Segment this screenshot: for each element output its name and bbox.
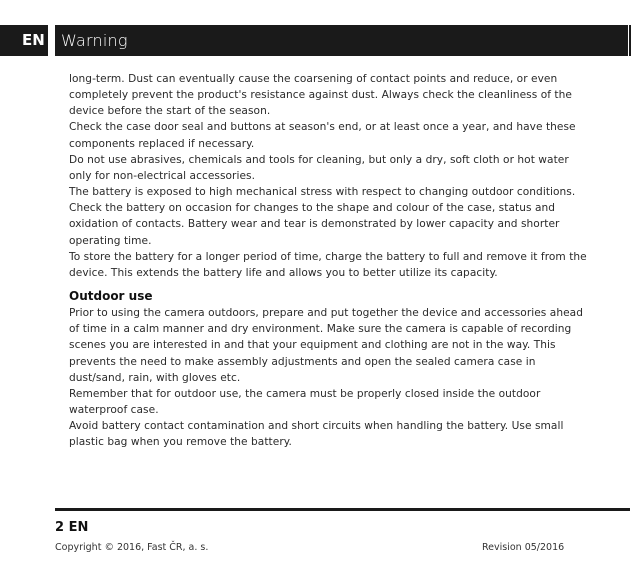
paragraph-dust: long-term. Dust can eventually cause the coarsening of contact points and reduce, or even completely prevent the product's resistance against dust. Always check the cleanliness of the device before the start of the season. (69, 73, 572, 118)
main-content (69, 71, 589, 450)
paragraph-cleaning: Do not use abrasives, chemicals and tools for cleaning, but only a dry, soft cloth or hot water only for non-electrical accessories. (69, 153, 569, 182)
paragraph-outdoor-prep: Prior to using the camera outdoors, prepare and put together the device and accessories ahead of time in a calm manner and dry environment. Make sure the camera is capable of recording scenes you are interested in and that your equipment and clothing are not in the way. This prevents the need to make assembly adjustments and open the sealed camera case in dust/sand, rain, with gloves etc. (69, 307, 583, 384)
section-header-title: Warning (55, 25, 628, 56)
paragraph-seal-check: Check the case door seal and buttons at season's end, or at least once a year, and have these components replaced if necessary. (69, 121, 576, 150)
footer-divider (55, 508, 630, 511)
page-header (0, 25, 631, 56)
paragraph-battery-contact: Avoid battery contact contamination and short circuits when handling the battery. Use small plastic bag when you remove the battery. (69, 420, 564, 449)
paragraph-waterproof-case: Remember that for outdoor use, the camera must be properly closed inside the outdoor waterproof case. (69, 387, 541, 416)
paragraph-battery-stress: The battery is exposed to high mechanical stress with respect to changing outdoor conditions. Check the battery on occasion for changes to the shape and colour of the case, status and oxidation of contacts. Battery wear and tear is demonstrated by lower capacity and shorter operating time. (69, 186, 576, 247)
paragraph-battery-storage: To store the battery for a longer period of time, charge the battery to full and remove it from the device. This extends the battery life and allows you to better utilize its capacity. (69, 250, 587, 279)
section-title-outdoor-use: Outdoor use (69, 289, 153, 304)
page-number: 2 EN (55, 520, 89, 535)
revision-text: Revision 05/2016 (482, 542, 565, 553)
language-tag: EN (0, 25, 48, 56)
copyright-text: Copyright © 2016, Fast ČR, a. s. (55, 542, 209, 553)
